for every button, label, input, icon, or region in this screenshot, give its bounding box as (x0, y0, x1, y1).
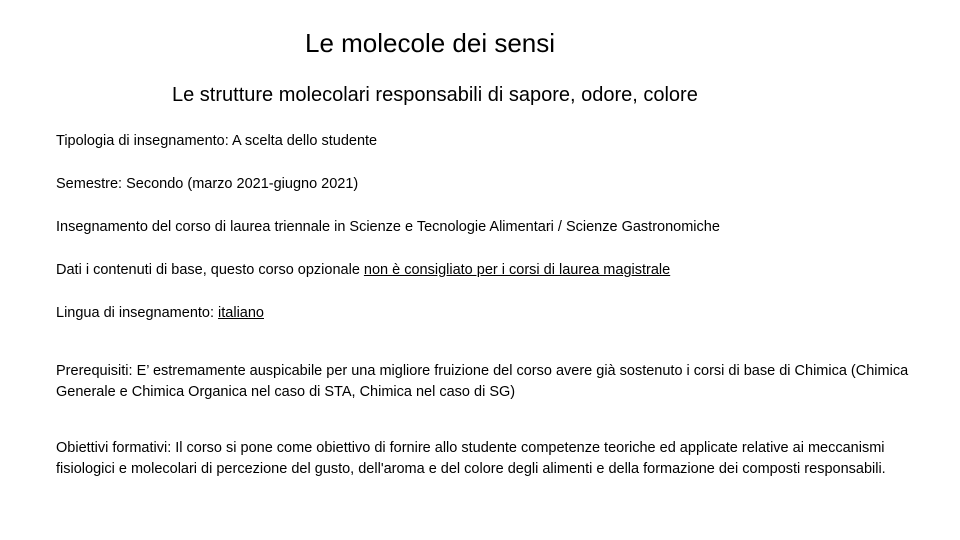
insegnamento-value: laurea triennale in Scienze e Tecnologie Alimentari / Scienze Gastronomiche (230, 219, 720, 235)
dati-value: non è consigliato per i corsi di laurea magistrale (363, 262, 671, 278)
slide-title: Le molecole dei sensi (305, 28, 556, 58)
dati-label: Dati i contenuti di base, questo corso opzionale (56, 262, 364, 278)
obiettivi-paragraph: Obiettivi formativi: Il corso si pone come obiettivo di fornire allo studente competenze teoriche ed applicate relative ai meccanismi fisiologici e molecolari di percezione del gusto, dell'aroma e del colore degli alimenti e della formazione dei composti responsabili. (56, 440, 886, 477)
tipologia-value: A scelta dello studente (232, 133, 378, 149)
lingua-line (56, 303, 264, 324)
lingua-label: Lingua di insegnamento: (56, 305, 219, 321)
lingua-value: italiano (218, 305, 264, 321)
semestre-label: Semestre: (56, 176, 127, 192)
prerequisiti-paragraph: Prerequisiti: E’ estremamente auspicabile per una migliore fruizione del corso avere già sostenuto i corsi di base di Chimica (Chimica Generale e Chimica Organica nel caso di STA, Chimica nel caso di SG) (56, 363, 909, 400)
tipologia-label: Tipologia di insegnamento: (56, 133, 232, 149)
slide-subtitle: Le strutture molecolari responsabili di sapore, odore, colore (172, 84, 698, 106)
semestre-line (56, 174, 358, 195)
dati-line (56, 260, 670, 281)
tipologia-line (56, 131, 377, 152)
insegnamento-label: Insegnamento del corso di (56, 219, 231, 235)
semestre-value: Secondo (marzo 2021-giugno 2021) (126, 176, 359, 192)
insegnamento-line (56, 217, 720, 238)
